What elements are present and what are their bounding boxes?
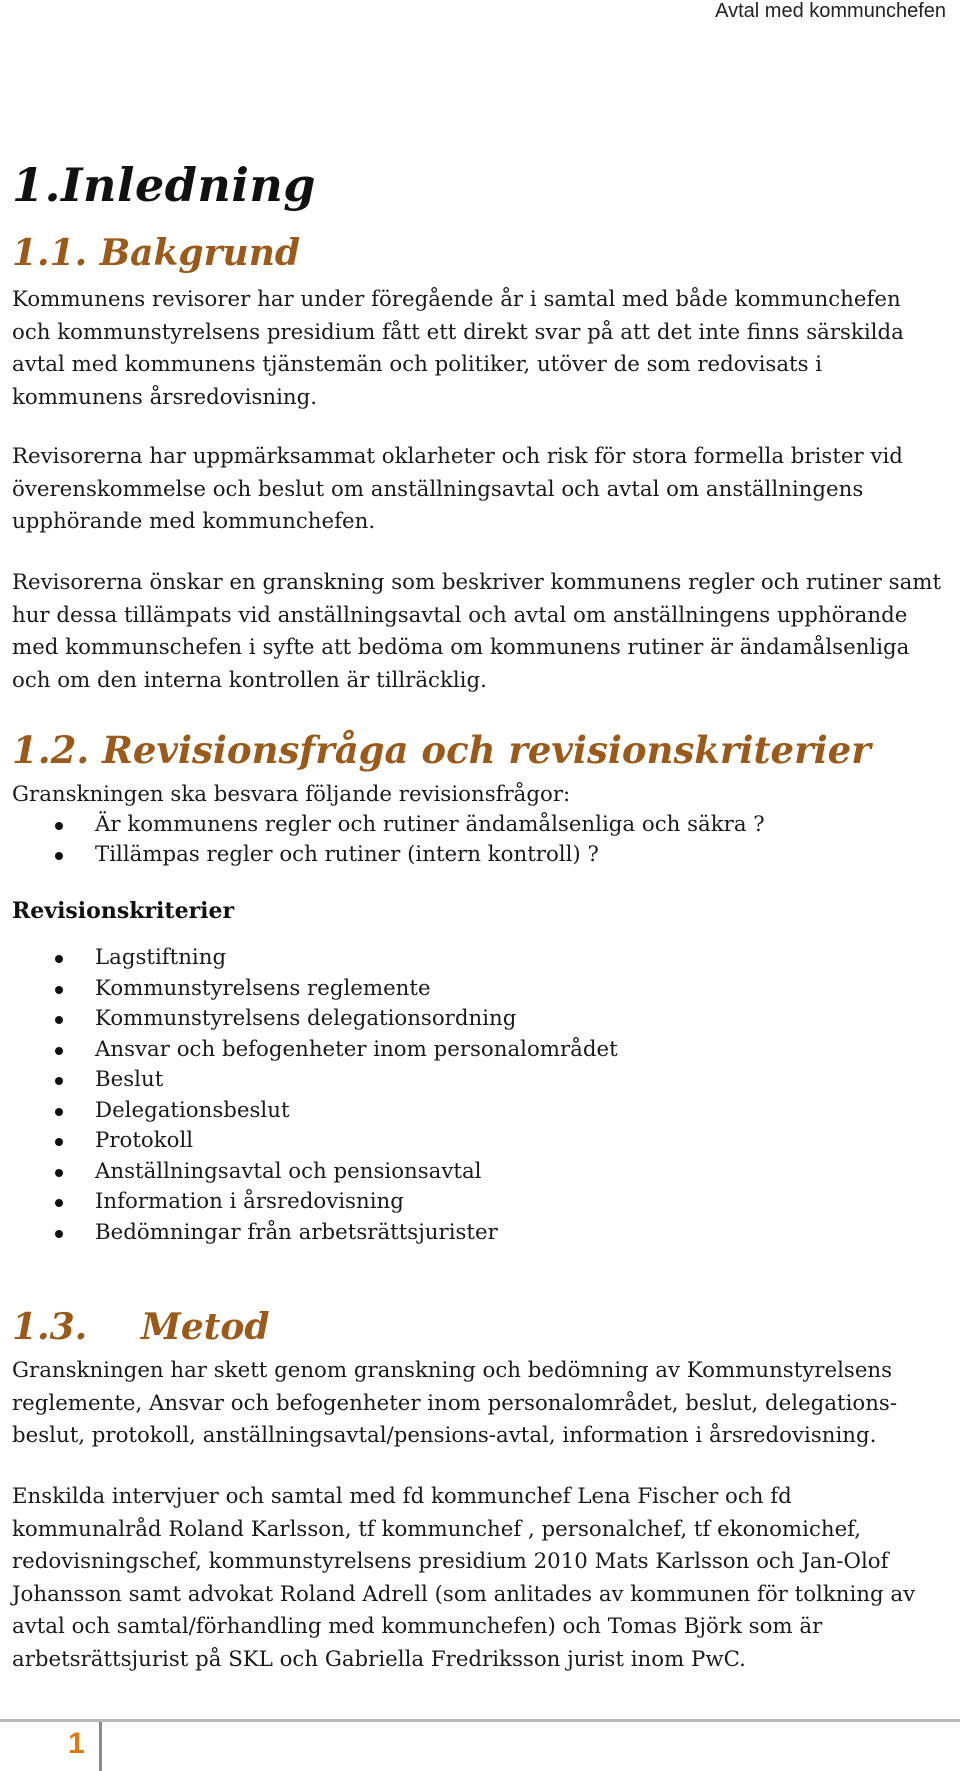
bullet-icon: [55, 822, 63, 830]
paragraph: Revisorerna önskar en granskning som beskriver kommunens regler och rutiner samt hur dessa tillämpats vid anställningsavtal och avtal om anställningens upphörande med kommunschefen i syfte att bedöma om kommunens rutiner är ändamålsenliga och om den interna kontrollen är tillräcklig.: [12, 570, 942, 693]
list-item: Information i årsredovisning: [0, 1187, 618, 1218]
paragraph: Kommunens revisorer har under föregående år i samtal med både kommunchefen och kommunstyrelsens presidium fått ett direkt svar på att det inte finns särskilda avtal med kommunens tjänstemän och politiker, utöver de som redovisats i kommunens årsredovisning.: [12, 287, 904, 410]
bullet-icon: [55, 1230, 63, 1238]
list-item: Kommunstyrelsens delegationsordning: [0, 1004, 618, 1035]
bullet-icon: [55, 1077, 63, 1085]
list-item: Ansvar och befogenheter inom personalområdet: [0, 1035, 618, 1066]
list-item: Kommunstyrelsens reglemente: [0, 974, 618, 1005]
list-item: Lagstiftning: [0, 943, 618, 974]
paragraph: Revisorerna har uppmärksammat oklarheter och risk för stora formella brister vid överenskommelse och beslut om anställningsavtal och avtal om anställningens upphörande med kommunchefen.: [12, 444, 903, 534]
list-item: Delegationsbeslut: [0, 1096, 618, 1127]
running-header: Avtal med kommunchefen: [715, 0, 946, 22]
section-heading-revisionsfraga: [12, 728, 871, 772]
section-title: Metod: [141, 1306, 270, 1348]
list-item: Protokoll: [0, 1126, 618, 1157]
bullet-icon: [55, 986, 63, 994]
footer-separator: [99, 1722, 102, 1771]
chapter-number: 1.: [12, 158, 62, 212]
section-title: Revisionsfråga och revisionskriterier: [102, 728, 871, 772]
bullet-icon: [55, 1199, 63, 1207]
question-list: [0, 810, 765, 870]
section-number: 1.3.: [12, 1306, 88, 1348]
section-number: 1.2.: [12, 728, 90, 772]
bullet-icon: [55, 852, 63, 860]
list-item: Är kommunens regler och rutiner ändamålsenliga och säkra ?: [0, 810, 765, 840]
footer-rule: [0, 1719, 960, 1722]
bullet-icon: [55, 955, 63, 963]
chapter-title: Inledning: [61, 158, 316, 212]
bullet-icon: [55, 1138, 63, 1146]
bullet-icon: [55, 1047, 63, 1055]
bullet-icon: [55, 1108, 63, 1116]
section-number: 1.1.: [12, 232, 88, 274]
bullet-icon: [55, 1016, 63, 1024]
list-item: Tillämpas regler och rutiner (intern kontroll) ?: [0, 840, 765, 870]
list-item: Anställningsavtal och pensionsavtal: [0, 1157, 618, 1188]
bullet-icon: [55, 1169, 63, 1177]
page-number: 1: [68, 1727, 85, 1760]
section-heading-metod: [12, 1306, 270, 1348]
paragraph: Enskilda intervjuer och samtal med fd kommunchef Lena Fischer och fd kommunalråd Roland Karlsson, tf kommunchef , personalchef, tf ekonomichef, redovisningschef, kommunstyrelsens presidium 2010 Mats Karlsson och Jan-Olof Johansson samt advokat Roland Adrell (som anlitades av kommunen för tolkning av avtal och samtal/förhandling med kommunchefen) och Tomas Björk som är arbetsrättsjurist på SKL och Gabriella Fredriksson jurist inom PwC.: [12, 1484, 916, 1672]
criteria-list: [0, 943, 618, 1248]
paragraph: Granskningen har skett genom granskning och bedömning av Kommunstyrelsens reglemente, Ansvar och befogenheter inom personalområdet, beslut, delegations-beslut, protokoll, anställningsavtal/pensions-avtal, information i årsredovisning.: [12, 1358, 898, 1448]
list-item: Beslut: [0, 1065, 618, 1096]
section-title: Bakgrund: [99, 232, 301, 274]
paragraph: Granskningen ska besvara följande revisionsfrågor:: [12, 782, 571, 807]
chapter-heading: [12, 158, 316, 212]
list-item: Bedömningar från arbetsrättsjurister: [0, 1218, 618, 1249]
criteria-heading: Revisionskriterier: [12, 898, 235, 924]
section-heading-bakgrund: [12, 232, 300, 274]
